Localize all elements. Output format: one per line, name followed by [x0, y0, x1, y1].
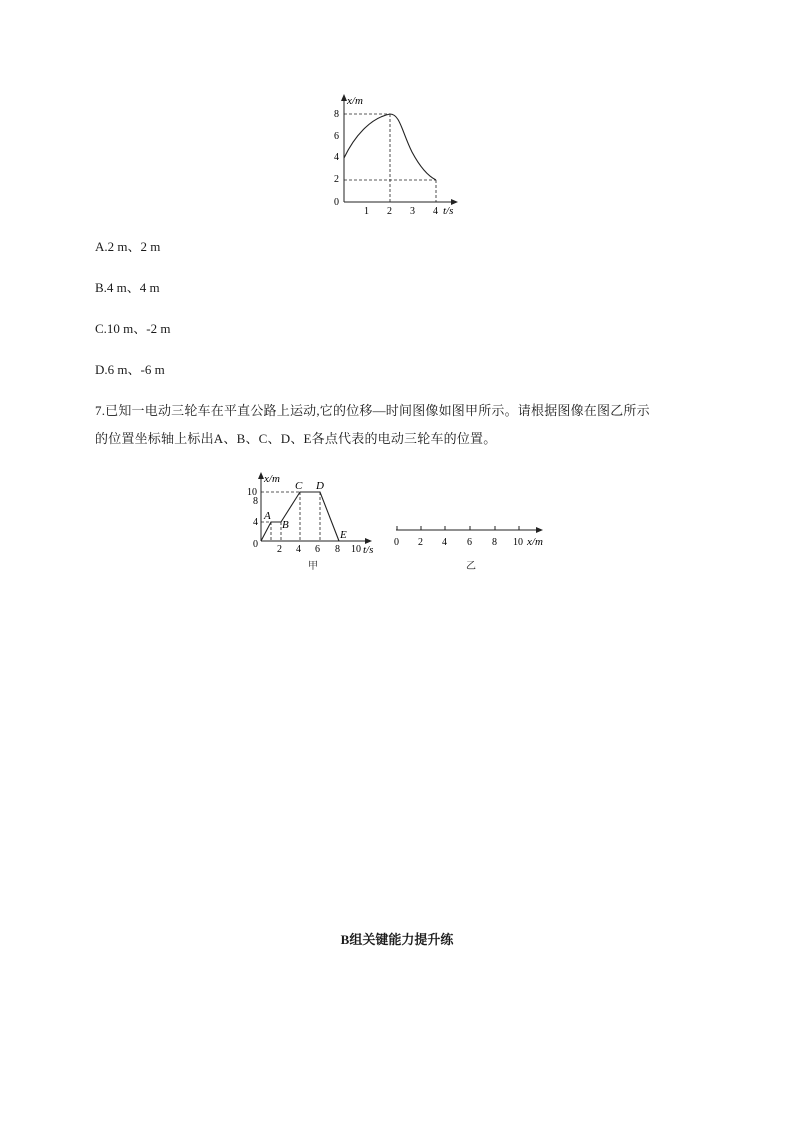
x-tick-2: 2: [387, 206, 392, 217]
option-c: C.10 m、-2 m: [95, 321, 171, 336]
figure-yi-position-axis: [388, 518, 558, 554]
y-tick-4: 4: [253, 517, 258, 528]
tick-label-4: 4: [442, 537, 447, 548]
point-label-c: C: [295, 480, 303, 492]
tick-label-8: 8: [492, 537, 497, 548]
section-b-title: B组关键能力提升练: [340, 932, 454, 947]
x-tick-1: 1: [364, 206, 369, 217]
y-tick-6: 6: [334, 131, 339, 142]
x-axis-label: t/s: [443, 205, 454, 217]
question-7-line-2: 的位置坐标轴上标出A、B、C、D、E各点代表的电动三轮车的位置。: [95, 431, 497, 446]
tick-label-6: 6: [467, 537, 472, 548]
y-tick-0: 0: [253, 539, 258, 550]
y-axis-label: x/m: [264, 473, 280, 485]
y-tick-2: 2: [334, 174, 339, 185]
y-tick-4: 4: [334, 152, 339, 163]
question-7-line-1: 7.已知一电动三轮车在平直公路上运动,它的位移—时间图像如图甲所示。请根据图像在图乙所示: [95, 403, 650, 418]
y-tick-10: 10: [247, 487, 257, 498]
figure-yi-caption: 乙: [466, 561, 476, 572]
figure-1-xt-graph: [330, 92, 470, 222]
y-axis-label: x/m: [347, 95, 363, 107]
tick-label-0: 0: [394, 537, 399, 548]
x-tick-4: 4: [296, 544, 301, 555]
x-tick-8: 8: [335, 544, 340, 555]
x-tick-3: 3: [410, 206, 415, 217]
point-label-b: B: [282, 519, 289, 531]
x-tick-2: 2: [277, 544, 282, 555]
x-tick-10: 10: [351, 544, 361, 555]
option-a: A.2 m、2 m: [95, 239, 161, 254]
point-label-a: A: [264, 510, 271, 522]
y-tick-8: 8: [253, 496, 258, 507]
axis-label: x/m: [527, 536, 543, 548]
tick-label-2: 2: [418, 537, 423, 548]
point-label-e: E: [340, 529, 347, 541]
x-axis-label: t/s: [363, 544, 374, 556]
y-tick-8: 8: [334, 109, 339, 120]
x-tick-6: 6: [315, 544, 320, 555]
tick-label-10: 10: [513, 537, 523, 548]
y-tick-0: 0: [334, 197, 339, 208]
point-label-d: D: [316, 480, 324, 492]
x-tick-4: 4: [433, 206, 438, 217]
figure-jia-caption: 甲: [308, 561, 318, 572]
figure-jia-xt-graph: [240, 470, 380, 570]
position-axis-arrow: [536, 527, 543, 533]
option-b: B.4 m、4 m: [95, 280, 160, 295]
option-d: D.6 m、-6 m: [95, 362, 165, 377]
